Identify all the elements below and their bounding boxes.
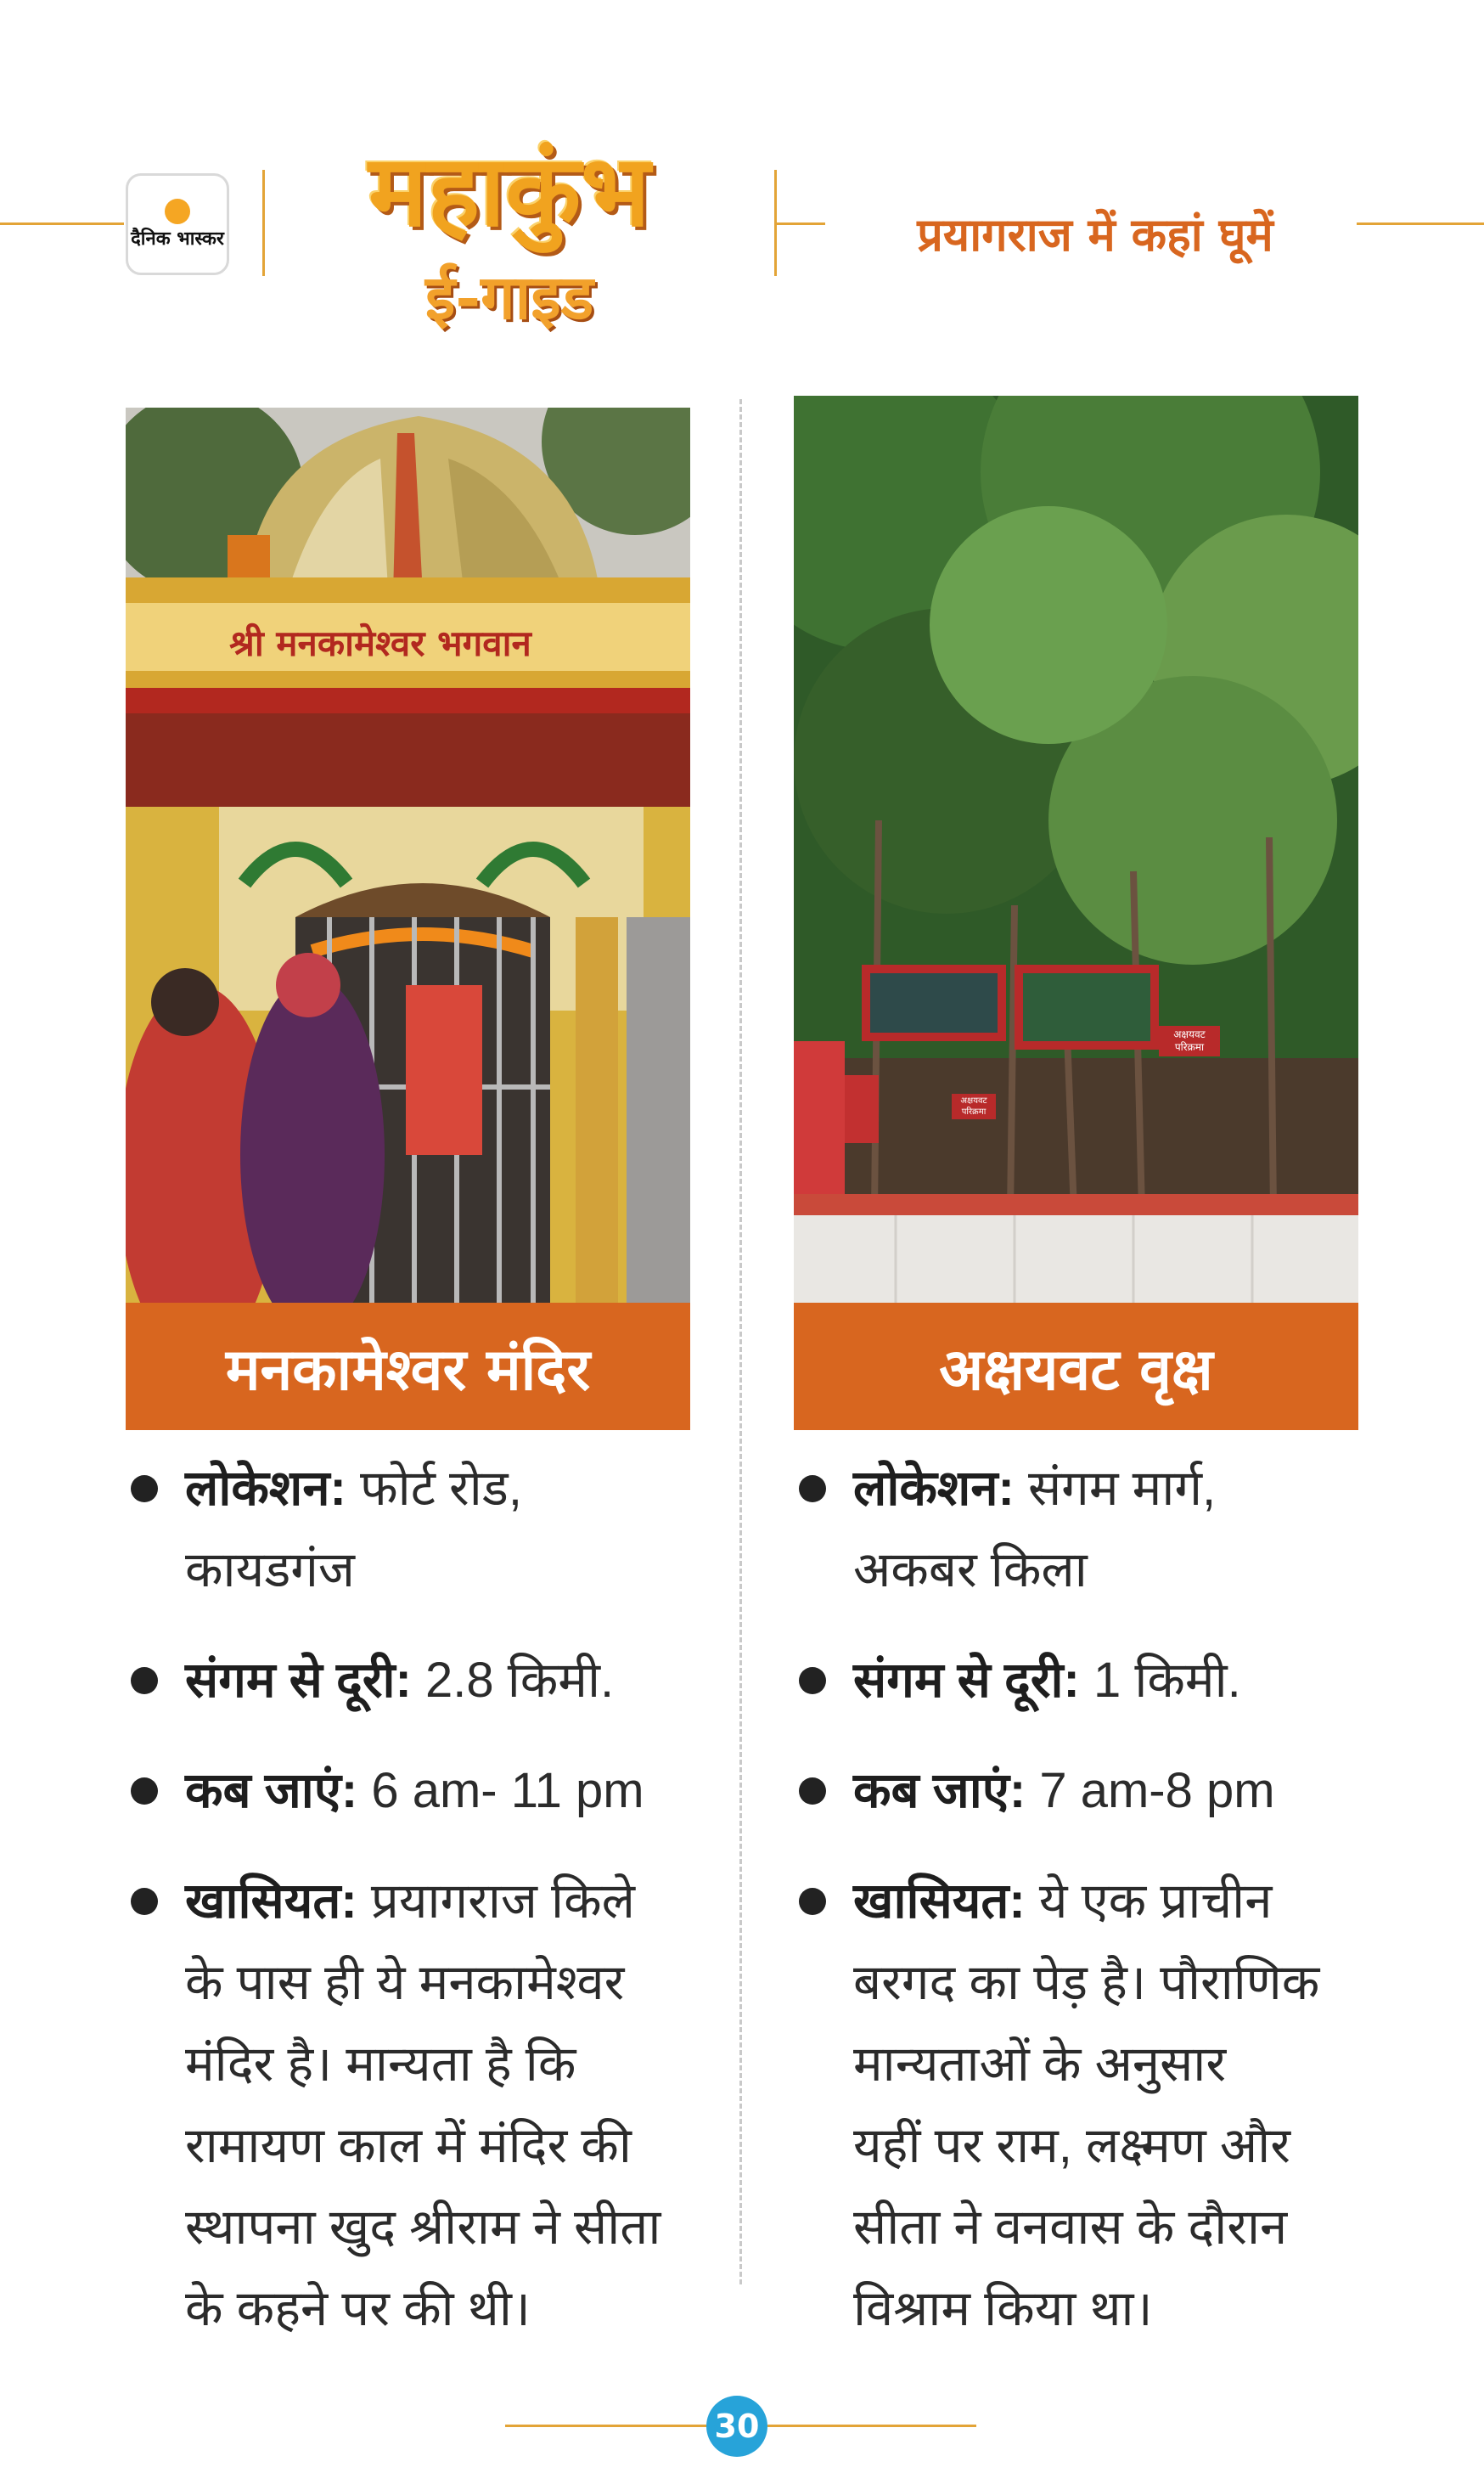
- location-label: लोकेशन:: [853, 1461, 1015, 1516]
- location-value-2: अकबर किला: [853, 1542, 1088, 1597]
- distance-value: 1 किमी.: [1093, 1653, 1241, 1708]
- place-info-left: [126, 1448, 669, 2350]
- feature-label: खासियत:: [185, 1873, 357, 1929]
- feature-line: विश्राम किया था।: [853, 2281, 1153, 2336]
- feature-line: मंदिर है। मान्यता है कि: [185, 2036, 576, 2092]
- header-tick-left: [262, 170, 265, 276]
- masthead-subtitle: ई-गाइड: [424, 261, 594, 333]
- feature-line: मान्यताओं के अनुसार: [853, 2036, 1227, 2092]
- distance-value: 2.8 किमी.: [424, 1653, 615, 1708]
- bullet-icon: [799, 1888, 826, 1915]
- feature-line: यहीं पर राम, लक्ष्मण और: [853, 2118, 1290, 2173]
- distance-label: संगम से दूरी:: [185, 1653, 412, 1708]
- sun-icon: [165, 199, 190, 224]
- feature-row: [126, 1861, 669, 2350]
- bullet-icon: [131, 1888, 158, 1915]
- temple-photo: [126, 408, 690, 1303]
- location-row: [126, 1448, 669, 1611]
- feature-row: [794, 1861, 1337, 2350]
- distance-row: [794, 1640, 1337, 1721]
- place-info-right: [794, 1448, 1337, 2350]
- time-row: [794, 1750, 1337, 1832]
- bullet-icon: [799, 1475, 826, 1502]
- location-row: [794, 1448, 1337, 1611]
- masthead-title: महाकुंभ: [368, 133, 650, 249]
- feature-line: स्थापना खुद श्रीराम ने सीता: [185, 2200, 661, 2255]
- time-value: 7 am-8 pm: [1039, 1763, 1275, 1818]
- bullet-icon: [131, 1475, 158, 1502]
- bullet-icon: [131, 1667, 158, 1694]
- feature-line: ये एक प्राचीन: [1038, 1873, 1273, 1929]
- place-name-bar: मनकामेश्वर मंदिर: [126, 1303, 690, 1430]
- tree-sign-1: अक्षयवट परिक्रमा: [1159, 1026, 1220, 1056]
- location-label: लोकेशन:: [185, 1461, 346, 1516]
- logo-text: दैनिक भास्कर: [131, 228, 224, 250]
- page-number: 30: [706, 2396, 767, 2457]
- distance-row: [126, 1640, 669, 1721]
- distance-label: संगम से दूरी:: [853, 1653, 1080, 1708]
- feature-line: रामायण काल में मंदिर की: [185, 2118, 632, 2173]
- time-label: कब जाएं:: [853, 1763, 1026, 1818]
- masthead: [314, 127, 705, 357]
- bullet-icon: [799, 1777, 826, 1805]
- header-line-right: [1357, 222, 1484, 225]
- column-divider: [739, 399, 742, 2284]
- feature-line: प्रयागराज किले: [370, 1873, 635, 1929]
- feature-line: बरगद का पेड़ है। पौराणिक: [853, 1955, 1320, 2010]
- bullet-icon: [131, 1777, 158, 1805]
- location-value-2: कायडगंज: [185, 1542, 355, 1597]
- tree-sign-2: अक्षयवट परिक्रमा: [952, 1094, 996, 1119]
- feature-line: के कहने पर की थी।: [185, 2281, 531, 2336]
- time-value: 6 am- 11 pm: [371, 1763, 644, 1818]
- page-number-line-right: [767, 2425, 976, 2427]
- time-row: [126, 1750, 669, 1832]
- dainik-bhaskar-logo: [126, 173, 229, 275]
- bullet-icon: [799, 1667, 826, 1694]
- feature-line: सीता ने वनवास के दौरान: [853, 2200, 1288, 2255]
- feature-label: खासियत:: [853, 1873, 1026, 1929]
- banyan-tree-photo: [794, 396, 1358, 1303]
- header-line-mid: [774, 222, 825, 225]
- location-value: फोर्ट रोड,: [359, 1461, 522, 1516]
- header-line-left: [0, 222, 124, 225]
- place-name-bar: अक्षयवट वृक्ष: [794, 1303, 1358, 1430]
- temple-sign-text: श्री मनकामेश्वर भगवान: [229, 622, 531, 664]
- feature-line: के पास ही ये मनकामेश्वर: [185, 1955, 625, 2010]
- time-label: कब जाएं:: [185, 1763, 358, 1818]
- location-value: संगम मार्ग,: [1027, 1461, 1217, 1516]
- section-title: प्रयागराज में कहां घूमें: [917, 208, 1273, 262]
- page-number-line-left: [505, 2425, 706, 2427]
